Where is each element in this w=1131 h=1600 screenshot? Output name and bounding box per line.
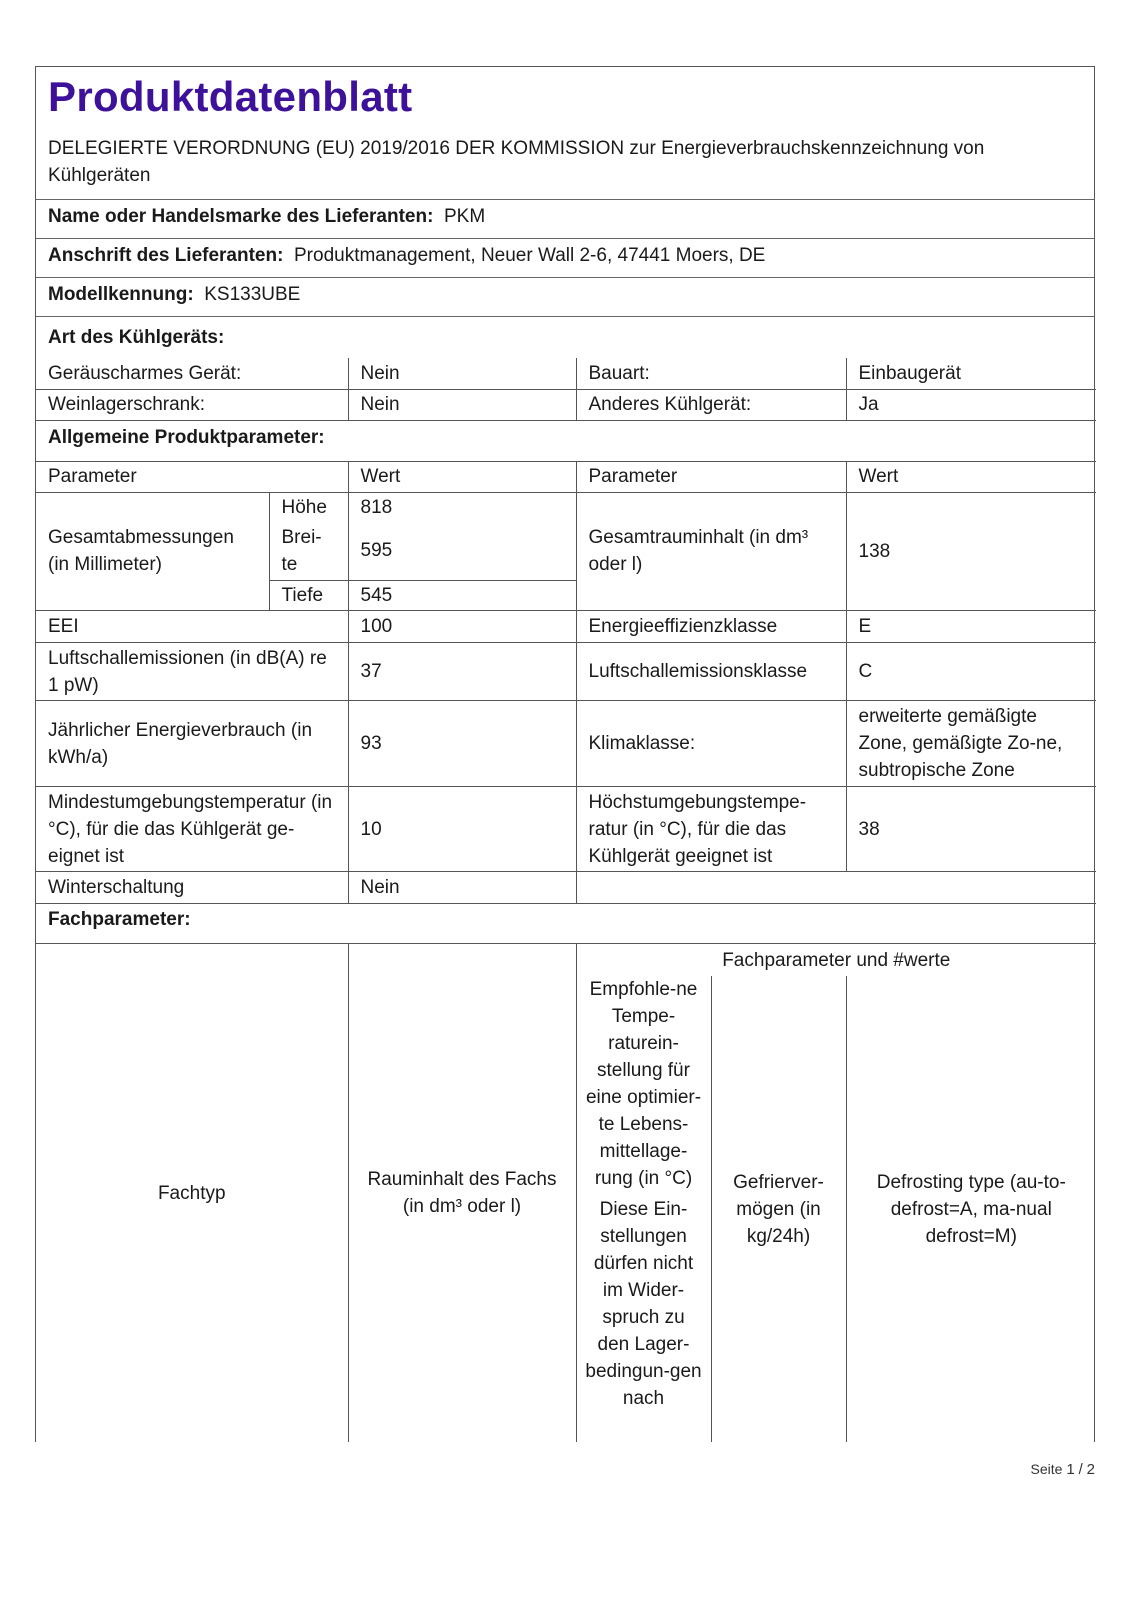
table-row [36, 358, 1096, 389]
datasheet-frame [35, 66, 1095, 1442]
page-total: 2 [1086, 1461, 1095, 1478]
wine-storage-label: Weinlagerschrank: [36, 389, 348, 420]
col-header-parameter-2: Parameter [576, 461, 846, 492]
wine-storage-value: Nein [348, 389, 576, 420]
table-row [36, 643, 1096, 701]
table-row [36, 701, 1096, 787]
max-ambient-temp-value: 38 [846, 787, 1096, 872]
appliance-type-heading-row [36, 317, 1096, 358]
total-volume-label: Gesamtrauminhalt (in dm³ oder l) [576, 492, 846, 611]
model-id-row [36, 278, 1094, 317]
energy-class-value: E [846, 611, 1096, 643]
compartment-heading: Fachparameter: [36, 904, 1096, 944]
table-row [36, 389, 1096, 420]
supplier-address-label: Anschrift des Lieferanten: [48, 245, 284, 266]
compartment-parameters-table [36, 944, 1096, 1442]
height-label: Höhe [269, 492, 348, 522]
table-row [36, 611, 1096, 643]
table-row [36, 492, 1096, 522]
supplier-name-row [36, 200, 1094, 239]
compartment-heading-row [36, 904, 1096, 944]
col-header-freezing-capacity: Gefrierver-mögen (in kg/24h) [711, 976, 846, 1442]
noise-emission-value: 37 [348, 643, 576, 701]
col-header-compartment-type: Fachtyp [36, 944, 348, 1442]
table-header-row [36, 461, 1096, 492]
model-id-label: Modellkennung: [48, 284, 194, 305]
winter-switch-value: Nein [348, 872, 576, 904]
general-params-heading-row [36, 420, 1096, 461]
table-row [36, 787, 1096, 872]
noise-class-value: C [846, 643, 1096, 701]
page-title: Produktdatenblatt [48, 73, 413, 120]
dimensions-label: Gesamtabmessungen (in Millimeter) [36, 492, 269, 611]
col-header-value-2: Wert [846, 461, 1096, 492]
recommended-temp-text: Empfohle-ne Tempe-raturein-stellung für eine optimier-te Lebens-mittellage-rung (in °C) [585, 979, 702, 1189]
general-params-heading: Allgemeine Produktparameter: [36, 420, 1096, 461]
eei-label: EEI [36, 611, 348, 643]
datasheet-page [35, 66, 1095, 1442]
main-parameters-table [36, 317, 1096, 944]
total-volume-value: 138 [846, 492, 1096, 611]
col-header-value: Wert [348, 461, 576, 492]
supplier-name-value: PKM [443, 206, 486, 227]
annual-energy-label: Jährlicher Energieverbrauch (in kWh/a) [36, 701, 348, 787]
depth-value: 545 [348, 581, 576, 611]
title-block [36, 67, 1094, 200]
noise-class-label: Luftschallemissionsklasse [576, 643, 846, 701]
energy-class-label: Energieeffizienzklasse [576, 611, 846, 643]
col-header-defrost-type: Defrosting type (au-to-defrost=A, ma-nual defrost=M) [846, 976, 1096, 1442]
low-noise-label: Geräuscharmes Gerät: [36, 358, 348, 389]
compartment-group-header-row [36, 944, 1096, 976]
other-appliance-label: Anderes Kühlgerät: [576, 389, 846, 420]
storage-conditions-note: Diese Ein-stellungen dürfen nicht im Wider-spruch zu den Lager-bedingun-gen nach [585, 1199, 702, 1409]
compartment-group-header: Fachparameter und #werte [576, 944, 1096, 976]
width-label: Brei-te [269, 522, 348, 581]
low-noise-value: Nein [348, 358, 576, 389]
col-header-recommended-temp [576, 976, 711, 1442]
min-ambient-temp-value: 10 [348, 787, 576, 872]
climate-class-label: Klimaklasse: [576, 701, 846, 787]
width-value: 595 [348, 522, 576, 581]
min-ambient-temp-label: Mindestumgebungstemperatur (in °C), für die das Kühlgerät ge-eignet ist [36, 787, 348, 872]
climate-class-value: erweiterte gemäßigte Zone, gemäßigte Zo-ne, subtropische Zone [846, 701, 1096, 787]
page-current: 1 [1066, 1461, 1075, 1478]
supplier-name-label: Name oder Handelsmarke des Lieferanten: [48, 206, 434, 227]
appliance-type-heading: Art des Kühlgeräts: [48, 326, 225, 348]
max-ambient-temp-label: Höchstumgebungstempe-ratur (in °C), für die das Kühlgerät geeignet ist [576, 787, 846, 872]
design-type-label: Bauart: [576, 358, 846, 389]
model-id-value: KS133UBE [204, 284, 301, 305]
table-row [36, 872, 1096, 904]
height-value: 818 [348, 492, 576, 522]
supplier-address-row [36, 239, 1094, 278]
design-type-value: Einbaugerät [846, 358, 1096, 389]
empty-cell [576, 872, 1096, 904]
page-label: Seite [1030, 1461, 1063, 1477]
winter-switch-label: Winterschaltung [36, 872, 348, 904]
page-number: Seite 1 / 2 [1030, 1461, 1095, 1478]
eei-value: 100 [348, 611, 576, 643]
col-header-compartment-volume: Rauminhalt des Fachs (in dm³ oder l) [348, 944, 576, 1442]
supplier-address-value: Produktmanagement, Neuer Wall 2-6, 47441 Moers, DE [294, 245, 766, 266]
depth-label: Tiefe [269, 581, 348, 611]
other-appliance-value: Ja [846, 389, 1096, 420]
noise-emission-label: Luftschallemissionen (in dB(A) re 1 pW) [36, 643, 348, 701]
annual-energy-value: 93 [348, 701, 576, 787]
regulation-subtitle: DELEGIERTE VERORDNUNG (EU) 2019/2016 DER KOMMISSION zur Energieverbrauchskennzeichnung von Kühlgeräten [48, 138, 985, 186]
col-header-parameter: Parameter [36, 461, 348, 492]
